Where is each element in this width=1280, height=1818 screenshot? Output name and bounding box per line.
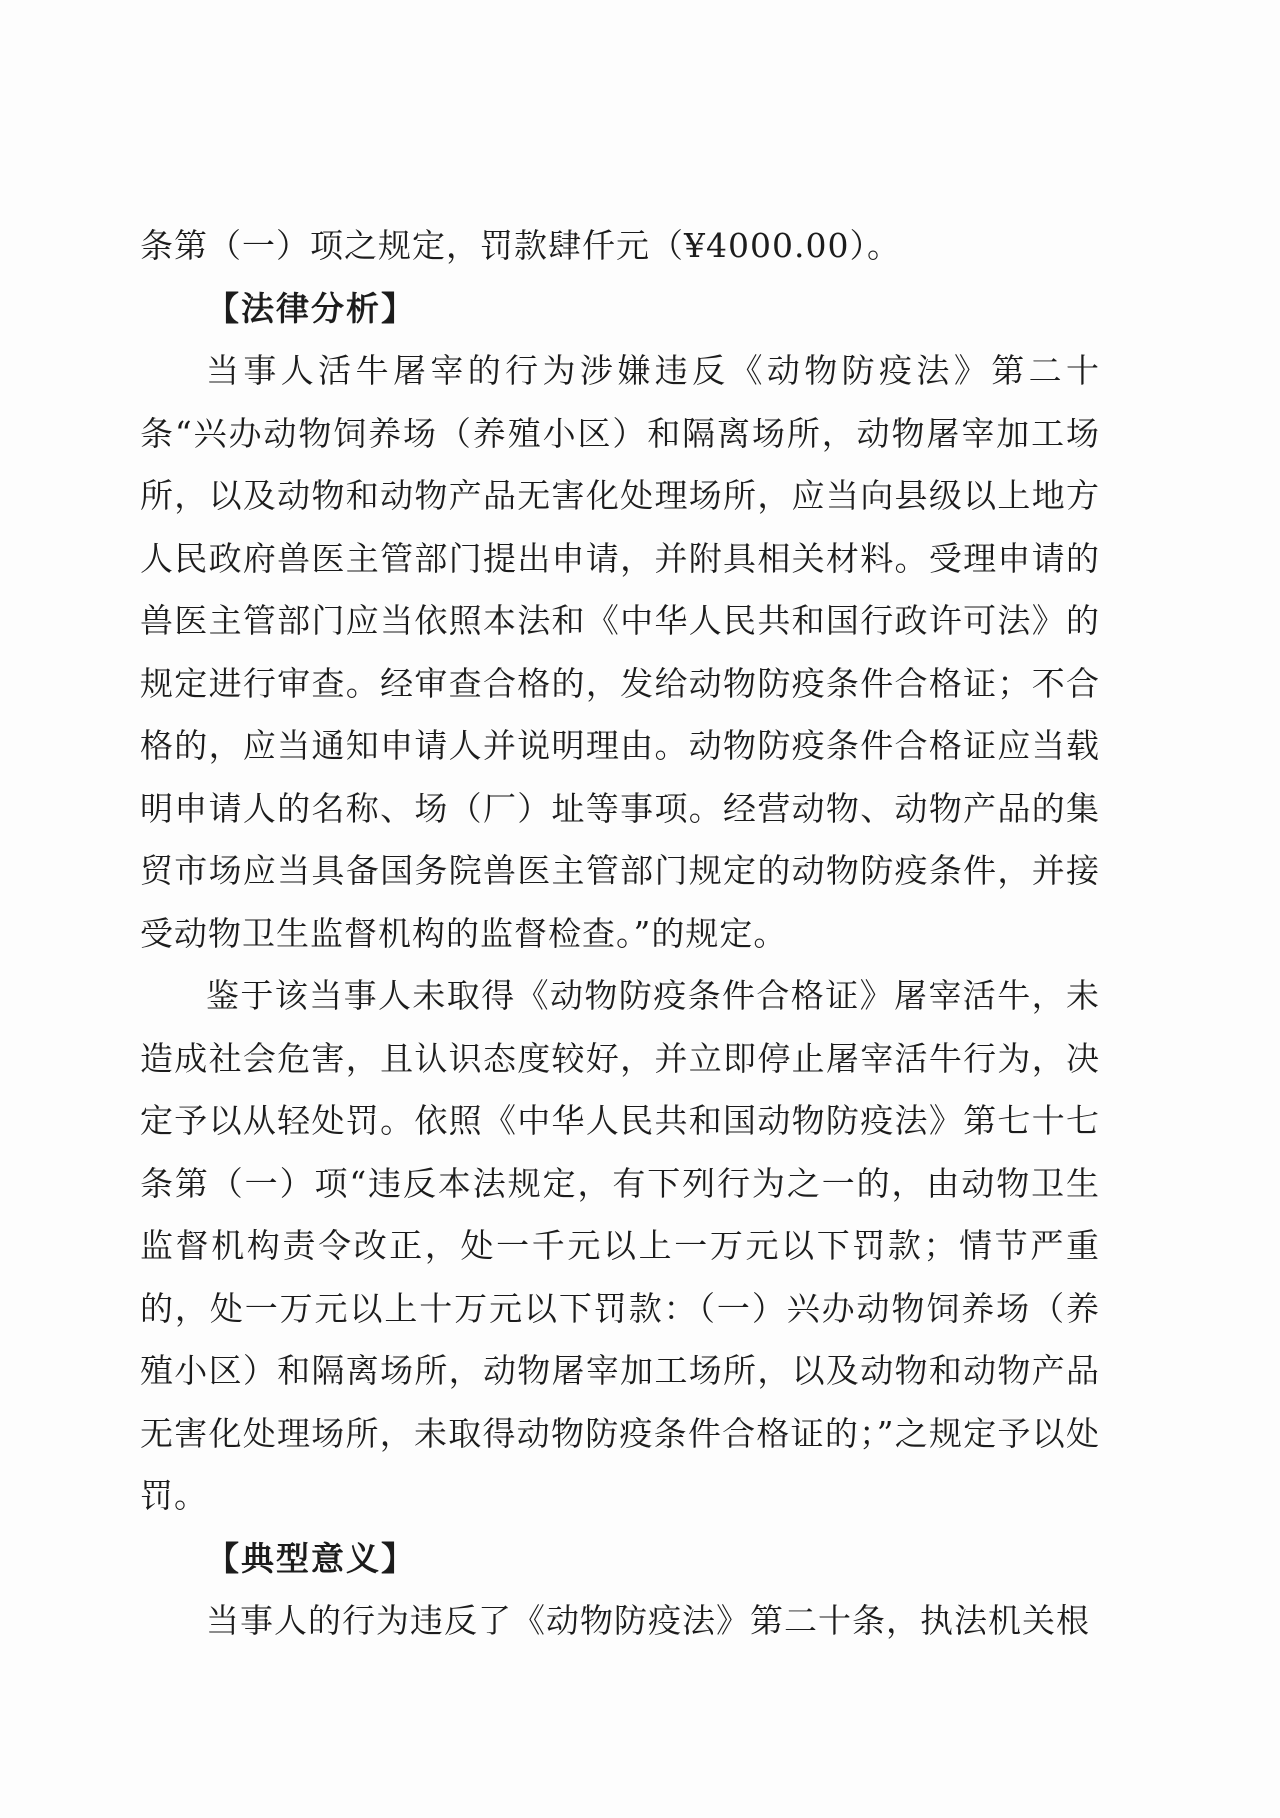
document-body (140, 215, 1100, 1653)
lead-line: 条第（一）项之规定，罚款肆仟元（¥4000.00）。 (140, 226, 901, 265)
legal-analysis-heading: 【法律分析】 (206, 288, 416, 328)
legal-analysis-paragraph-1: 当事人活牛屠宰的行为涉嫌违反《动物防疫法》第二十条“兴办动物饲养场（养殖小区）和隔离场所，动物屠宰加工场所，以及动物和动物产品无害化处理场所，应当向县级以上地方人民政府兽医主管部门提出申请，并附具相关材料。受理申请的兽医主管部门应当依照本法和《中华人民共和国行政许可法》的规定进行审查。经审查合格的，发给动物防疫条件合格证；不合格的，应当通知申请人并说明理由。动物防疫条件合格证应当载明申请人的名称、场（厂）址等事项。经营动物、动物产品的集贸市场应当具备国务院兽医主管部门规定的动物防疫条件，并接受动物卫生监督机构的监督检查。”的规定。 (140, 351, 1100, 953)
significance-paragraph-1: 当事人的行为违反了《动物防疫法》第二十条，执法机关根 (206, 1601, 1090, 1640)
significance-heading: 【典型意义】 (206, 1538, 416, 1578)
legal-analysis-paragraph-2: 鉴于该当事人未取得《动物防疫条件合格证》屠宰活牛，未造成社会危害，且认识态度较好，并立即停止屠宰活牛行为，决定予以从轻处罚。依照《中华人民共和国动物防疫法》第七十七条第（一）项“违反本法规定，有下列行为之一的，由动物卫生监督机构责令改正，处一千元以上一万元以下罚款；情节严重的，处一万元以上十万元以下罚款：（一）兴办动物饲养场（养殖小区）和隔离场所，动物屠宰加工场所，以及动物和动物产品无害化处理场所，未取得动物防疫条件合格证的；”之规定予以处罚。 (140, 976, 1100, 1515)
